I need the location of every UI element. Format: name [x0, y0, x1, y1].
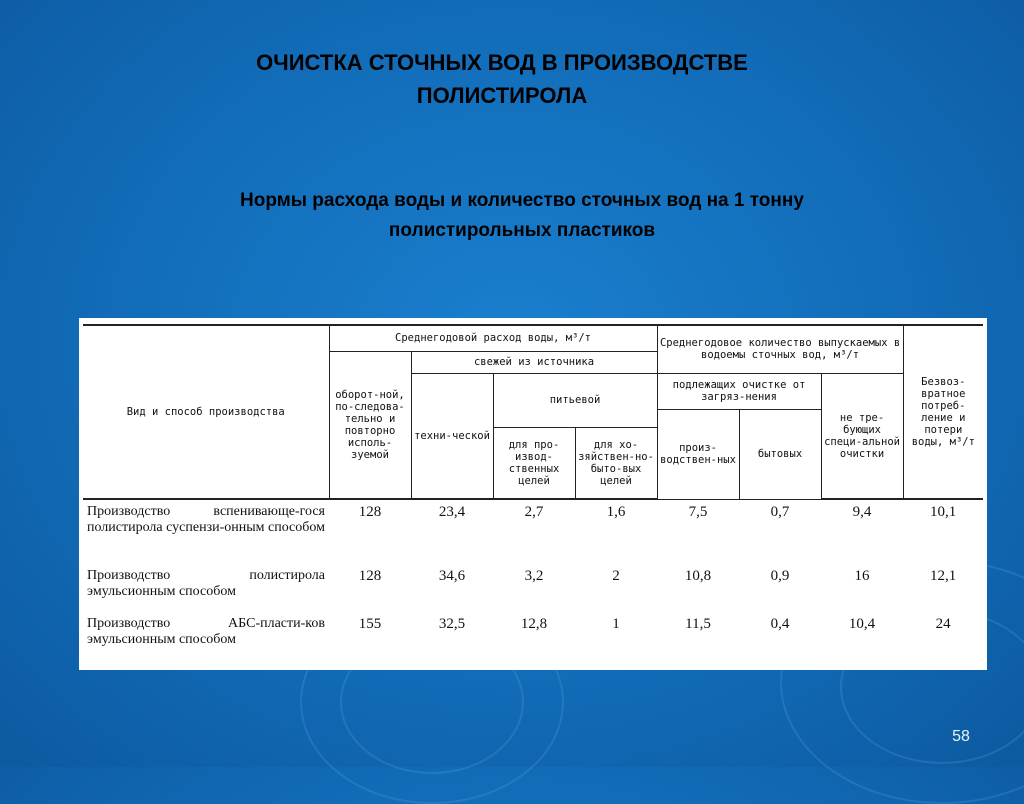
slide-title-line2: ПОЛИСТИРОЛА: [416, 83, 588, 108]
header-household: бытовых: [739, 409, 821, 499]
cell-technical: 23,4: [438, 504, 466, 520]
cell-technical: 32,5: [438, 616, 466, 632]
header-drinking-production: для про-извод-ственных целей: [493, 427, 575, 499]
slide-subtitle-line1: Нормы расхода воды и количество сточных вод на 1 тонну: [240, 190, 804, 211]
slide-subtitle-line2: полистирольных пластиков: [388, 220, 656, 241]
table-image: [79, 318, 987, 670]
header-avg-consumption: Среднегодовой расход воды, м³/т: [329, 325, 657, 351]
cell-no-treatment: 10,4: [848, 616, 876, 632]
cell-recycled: 155: [358, 616, 382, 632]
cell-production: 7,5: [688, 503, 708, 520]
cell-drinking-production: 12,8: [520, 616, 548, 632]
water-norms-table: [83, 324, 983, 656]
row-name: Производство полистирола эмульсионным способом: [87, 568, 325, 599]
cell-no-treatment: 16: [854, 568, 870, 584]
header-technical: техни-ческой: [411, 373, 493, 499]
cell-no-treatment: 9,4: [852, 504, 872, 520]
header-kind: Вид и способ производства: [83, 325, 329, 499]
cell-drinking-production: 3,2: [524, 568, 544, 584]
cell-technical: 34,6: [438, 568, 466, 584]
cell-irretrievable: 12,1: [929, 568, 957, 584]
cell-household: 0,7: [770, 503, 790, 520]
cell-drinking-production: 2,7: [524, 504, 544, 520]
cell-irretrievable: 24: [935, 616, 951, 632]
page-number: 58: [952, 728, 970, 745]
slide-title: [0, 46, 1004, 112]
cell-recycled: 128: [358, 568, 382, 584]
cell-drinking-household: 1: [612, 616, 620, 632]
table-row: [83, 610, 983, 656]
cell-household: 0,4: [770, 616, 790, 632]
cell-production: 10,8: [684, 568, 712, 584]
cell-production: 11,5: [685, 616, 711, 632]
header-to-treat: подлежащих очистке от загряз-нения: [657, 373, 821, 409]
header-drinking: питьевой: [493, 373, 657, 427]
row-name: Производство АБС-пласти-ков эмульсионным способом: [87, 616, 325, 647]
row-name: Производство вспенивающе-гося полистирола суспензи-онным способом: [87, 504, 325, 535]
header-no-treatment: не тре-бующих специ-альной очистки: [821, 373, 903, 499]
cell-drinking-household: 2: [612, 568, 620, 584]
header-production: произ-водствен-ных: [657, 409, 739, 499]
table-row: [83, 499, 983, 560]
cell-recycled: 128: [358, 504, 382, 520]
header-discharged: Среднегодовое количество выпускаемых в водоемы сточных вод, м³/т: [657, 325, 903, 373]
table-row: [83, 560, 983, 610]
header-drinking-household: для хо-зяйствен-но-быто-вых целей: [575, 427, 657, 499]
cell-irretrievable: 10,1: [929, 504, 957, 520]
slide-title-line1: ОЧИСТКА СТОЧНЫХ ВОД В ПРОИЗВОДСТВЕ: [256, 50, 748, 75]
header-fresh: свежей из источника: [411, 351, 657, 373]
cell-drinking-household: 1,6: [606, 504, 626, 520]
header-irretrievable: Безвоз-вратное потреб-ление и потери воды, м³/т: [903, 325, 983, 499]
cell-household: 0,9: [770, 568, 790, 584]
slide-subtitle: [0, 186, 1024, 246]
header-recycled: оборот-ной, по-следова-тельно и повторно исполь-зуемой: [329, 351, 411, 499]
